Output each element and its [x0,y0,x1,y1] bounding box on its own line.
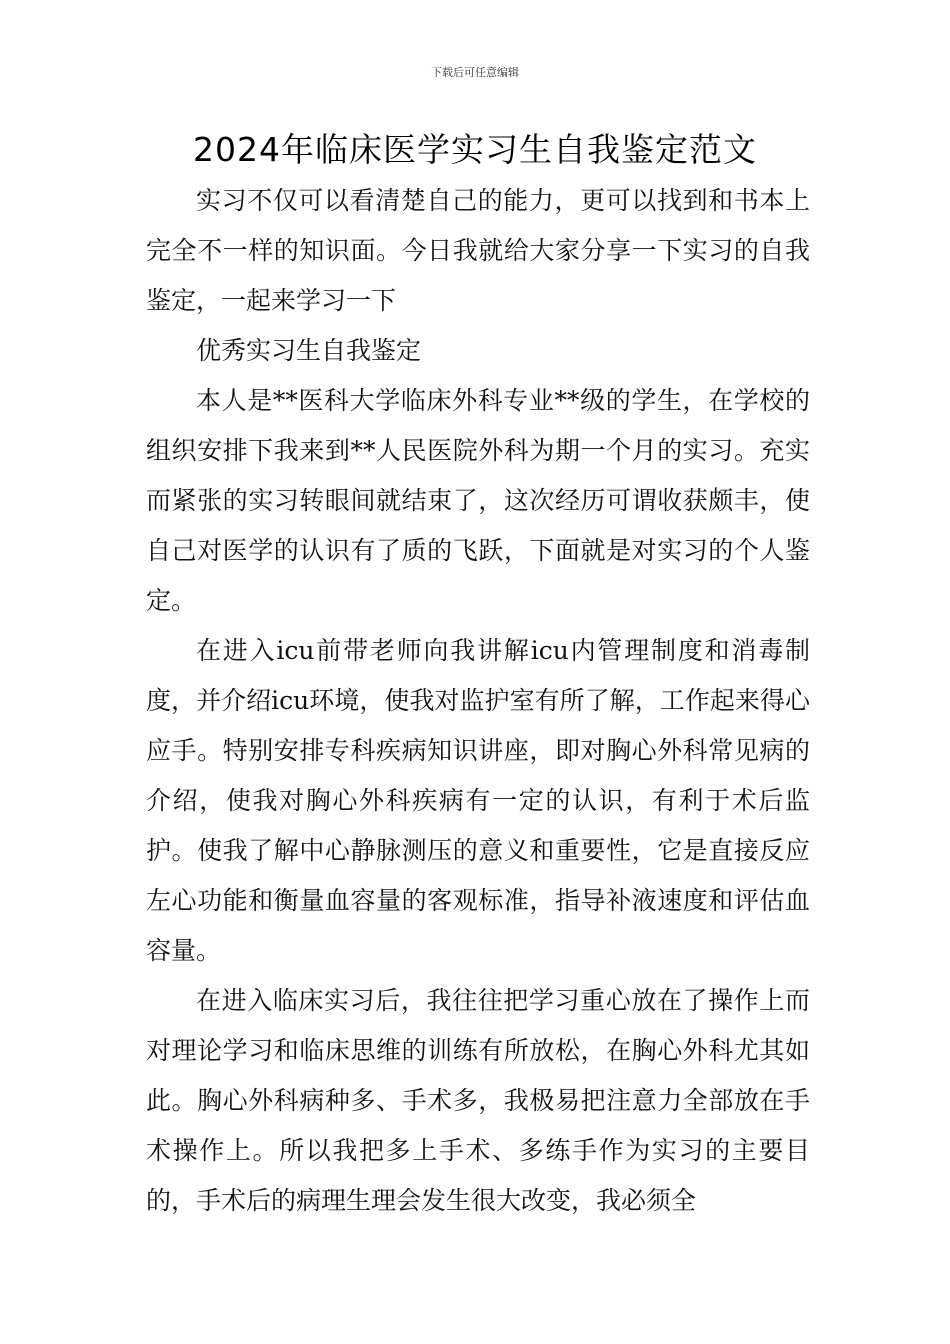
document-body [146,176,810,1226]
paragraph-intro: 实习不仅可以看清楚自己的能力，更可以找到和书本上完全不一样的知识面。今日我就给大家分享一下实习的自我鉴定，一起来学习一下 [146,186,810,315]
paragraph-clinical: 在进入临床实习后，我往往把学习重心放在了操作上而对理论学习和临床思维的训练有所放松，在胸心外科尤其如此。胸心外科病种多、手术多，我极易把注意力全部放在手术操作上。所以我把多上手术、多练手作为实习的主要目的，手术后的病理生理会发生很大改变，我必须全 [146,986,810,1215]
paragraph-icu: 在进入icu前带老师向我讲解icu内管理制度和消毒制度，并介绍icu环境，使我对监护室有所了解，工作起来得心应手。特别安排专科疾病知识讲座，即对胸心外科常见病的介绍，使我对胸心外科疾病有一定的认识，有利于术后监护。使我了解中心静脉测压的意义和重要性，它是直接反应左心功能和衡量血容量的客观标准，指导补液速度和评估血容量。 [146,636,810,965]
section-heading: 优秀实习生自我鉴定 [196,336,422,365]
paragraph-background: 本人是**医科大学临床外科专业**级的学生，在学校的组织安排下我来到**人民医院外科为期一个月的实习。充实而紧张的实习转眼间就结束了，这次经历可谓收获颇丰，使自己对医学的认识有了质的飞跃，下面就是对实习的个人鉴定。 [146,386,810,615]
header-note: 下载后可任意编辑 [431,66,519,79]
page-title: 2024年临床医学实习生自我鉴定范文 [193,130,757,169]
